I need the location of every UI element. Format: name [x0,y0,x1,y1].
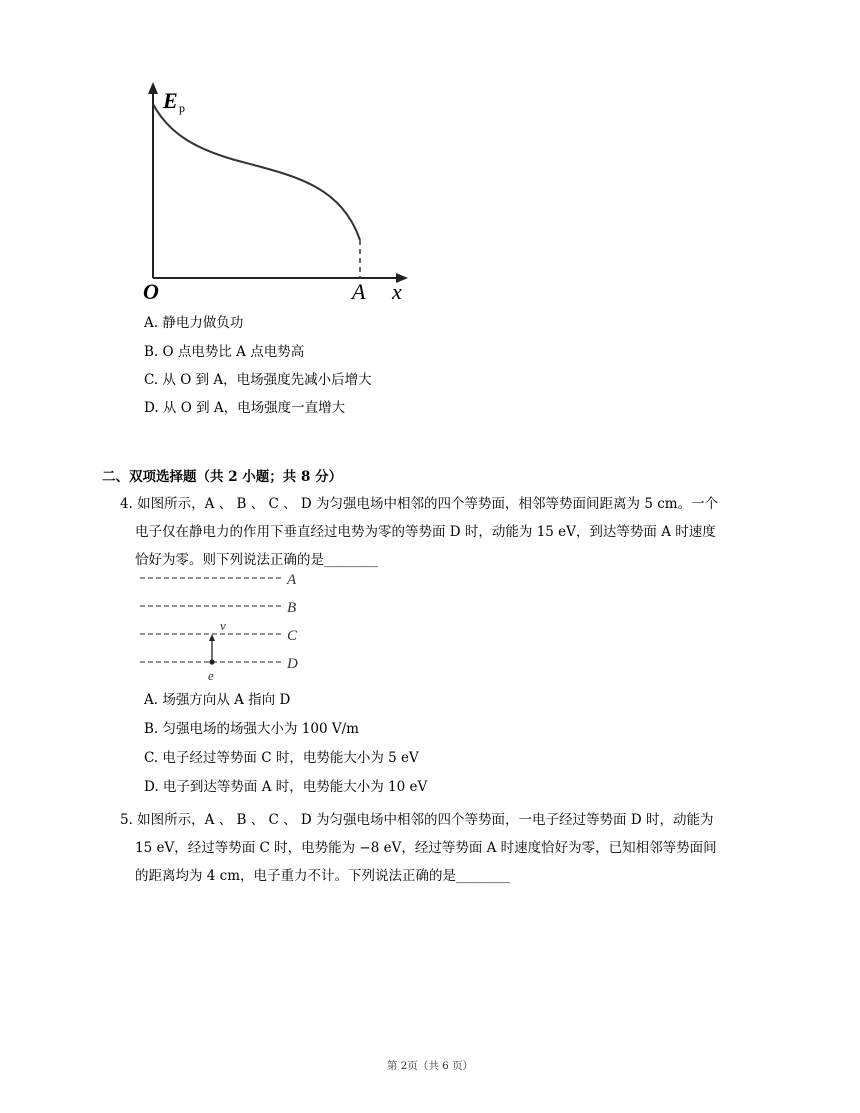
q4-option-c: C. 电子经过等势面 C 时，电势能大小为 5 eV [144,750,419,766]
q4-line-2: 电子仅在静电力的作用下垂直经过电势为零的等势面 D 时，动能为 15 eV，到达等势面 A 时速度 [135,524,716,540]
plane-b-label: B [287,600,297,616]
section-heading: 二、双项选择题（共 2 小题；共 8 分） [102,469,343,485]
y-axis-subscript: p [179,101,185,115]
electron-dot [209,659,214,664]
plane-a-label: A [287,572,297,588]
x-axis-label: x [392,279,402,304]
q4-option-b: B. 匀强电场的场强大小为 100 V/m [144,721,359,737]
origin-label: O [143,279,159,304]
q3-option-a: A. 静电力做负功 [144,315,244,331]
ep-curve [153,104,360,240]
q3-option-d: D. 从 O 到 A，电场强度一直增大 [144,400,346,416]
y-axis-label: E [163,88,178,113]
q3-option-b: B. O 点电势比 A 点电势高 [144,344,305,360]
electron-label: e [208,668,214,683]
plane-d-label: D [287,656,298,672]
q4-option-d: D. 电子到达等势面 A 时，电势能大小为 10 eV [144,779,428,795]
point-a-label: A [352,279,366,304]
y-axis-arrow [148,82,158,94]
ep-x-graph [140,78,420,308]
equipotential-figure [140,566,320,686]
q4-line-1: 4. 如图所示，A 、 B 、 C 、 D 为匀强电场中相邻的四个等势面，相邻等势面间距离为 5 cm。一个 [120,496,719,512]
q5-line-1: 5. 如图所示，A 、 B 、 C 、 D 为匀强电场中相邻的四个等势面，一电子经过等势面 D 时，动能为 [120,812,714,828]
plane-c-label: C [287,628,298,644]
velocity-arrowhead [209,634,215,641]
q4-line-3: 恰好为零。则下列说法正确的是________ [135,552,378,568]
page-footer: 第 2页（共 6 页） [386,1060,474,1072]
q3-option-c: C. 从 O 到 A，电场强度先减小后增大 [144,372,372,388]
q4-option-a: A. 场强方向从 A 指向 D [144,692,291,708]
q5-line-3: 的距离均为 4 cm，电子重力不计。下列说法正确的是________ [135,868,511,884]
q5-line-2: 15 eV，经过等势面 C 时，电势能为 −8 eV，经过等势面 A 时速度恰好为零，已知相邻等势面间 [135,840,717,856]
velocity-label: v [220,618,226,633]
